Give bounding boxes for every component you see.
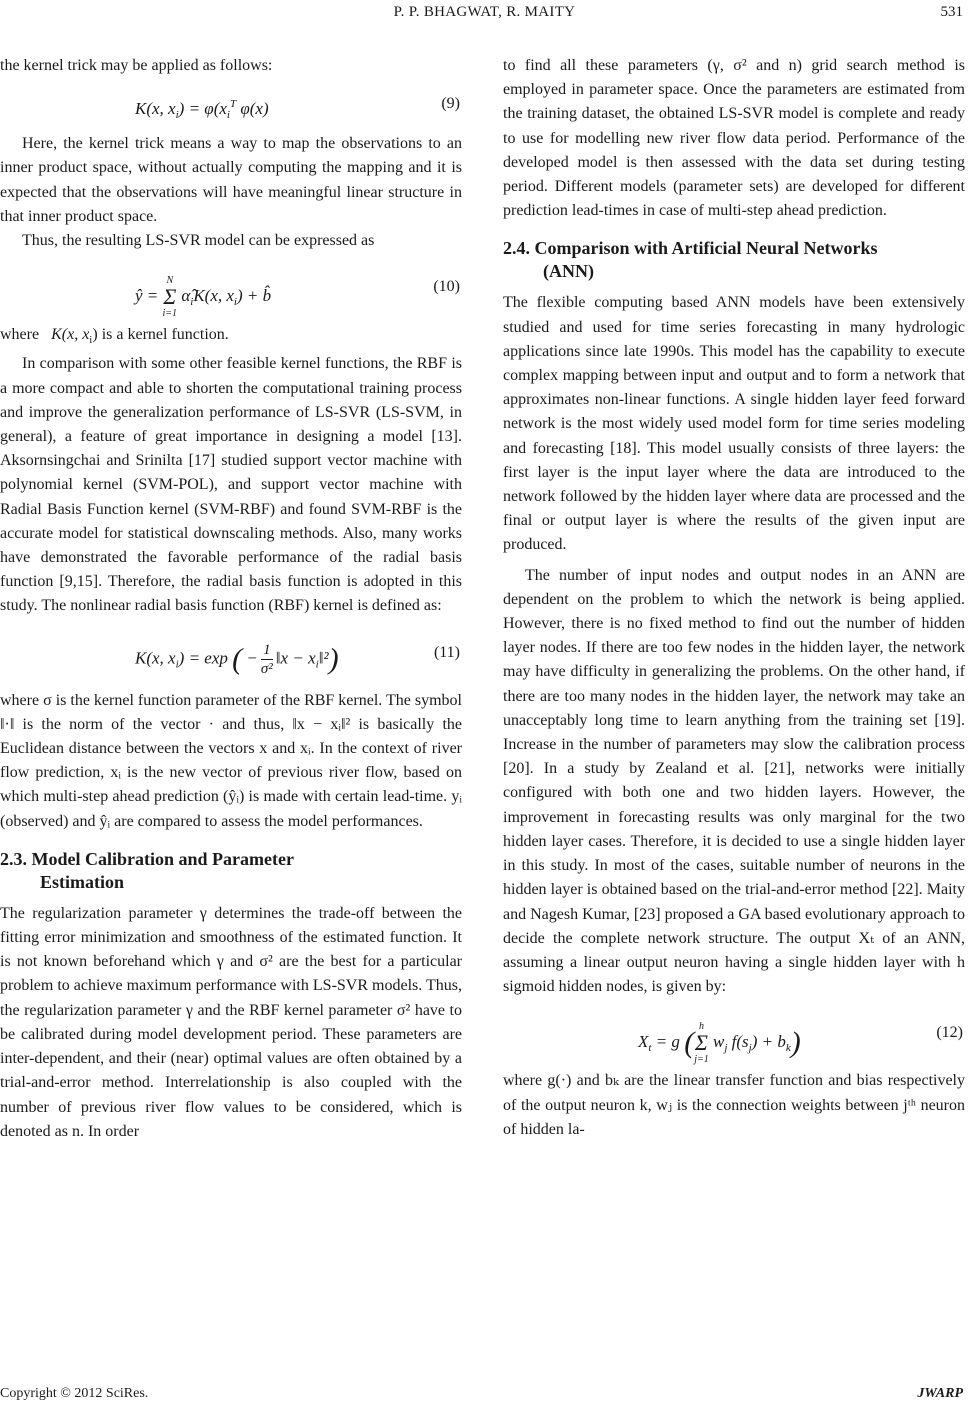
paragraph: Thus, the resulting LS-SVR model can be expressed as <box>22 232 375 250</box>
eq10-end: ) + b̂ <box>236 286 272 306</box>
eq10-kernel: K(x, x <box>193 286 234 306</box>
copyright-notice: Copyright © 2012 SciRes. <box>0 1386 149 1401</box>
paragraph: to find all these parameters (γ, σ² and n) grid search method is employed in parameter space. Once the parameters are estimated from the training dataset, the obtained LS-SVR model is complete and ready to use for modelling new river flow data period. Performance of the developed model is then assessed with the data set during testing period. Different models (parameter sets) are developed for different prediction lead-times in case of multi-step ahead prediction. <box>503 57 965 220</box>
eq9-rhs: ) = φ(x <box>178 99 227 119</box>
running-head-authors: P. P. BHAGWAT, R. MAITY <box>393 4 576 20</box>
equation-10: ŷ = N Σ i=1 $\alphâ_iK(x$, $x_i$) + b̂ (10) <box>135 275 460 320</box>
eq11-norm: ‖x − x <box>275 648 316 668</box>
equation-number: (12) <box>936 1024 963 1042</box>
equation-number: (11) <box>433 643 460 661</box>
paragraph: The flexible computing based ANN models have been extensively studied and used for time series forecasting in many hydrologic applications since late 1990s. This model has the capability to execute complex mapping between input and output and to form a network that approximates non-linear functions. A single hidden layer feed forward network is the most widely used model form for time series modeling and forecasting [18]. This model usually consists of three layers: the first layer is the input layer where the data are introduced to the network followed by the hidden layer where data are processed and the final or output layer is where the results of the given input are produced. <box>503 294 965 554</box>
left-column <box>0 54 462 1144</box>
page-header <box>0 4 969 26</box>
paragraph: where σ is the kernel function parameter of the RBF kernel. The symbol ‖·‖ is the norm of the vector · and thus, ‖x − xᵢ‖² is basically the Euclidean distance between the vectors x and xᵢ. In the context of river flow prediction, xᵢ is the new vector of previous river flow, based on which multi-step ahead prediction (ŷᵢ) is made with certain lead-time. yᵢ (observed) and ŷᵢ are compared to assess the model performances. <box>0 691 462 830</box>
section-heading-2-4: 2.4. Comparison with Artificial Neural Networks (ANN) <box>503 238 878 282</box>
journal-abbrev: JWARP <box>917 1386 963 1401</box>
equation-11: K(x, $x_i) = \exp$ ( − $\frac{1}{\text{σ²}}$ ‖x − $x_i‖^2$) (11) <box>135 641 460 677</box>
eq10-yhat: ŷ = <box>135 286 159 306</box>
section-heading-2-3: 2.3. Model Calibration and Parameter Estimation <box>0 848 294 892</box>
right-column <box>503 54 965 1142</box>
summation-symbol: h Σ j=1 <box>694 1021 709 1066</box>
eq9-transpose: T <box>229 98 237 111</box>
eq9-lhs: K(x, x <box>135 99 176 119</box>
eq10-alpha: α̂ <box>181 286 191 306</box>
eq11-end: ‖² <box>318 648 329 668</box>
paragraph: The number of input nodes and output nodes in an ANN are dependent on the problem to which the network is being applied. However, there is no fixed method to find out the number of hidden layer nodes. If there are too few nodes in the hidden layer, the network may have difficulty in generalizing the problems. On the other hand, if there are too many nodes in the hidden layer, the network may take an unacceptably long time to learn anything from the training set [19]. Increase in the number of parameters may slow the calibration process [20]. In a study by Zealand et al. [21], networks were initially configured with both one and two hidden layers. However, the improvement in forecasting results was only marginal for the two hidden layer cases. Therefore, it is decided to use a single hidden layer in this study. In most of the cases, suitable number of neurons in the hidden layer is obtained based on the trial-and-error method [22]. Maity and Nagesh Kumar, [23] proposed a GA based evolutionary approach to decide the complete network structure. The output Xₜ of an ANN, assuming a linear output neuron having a single hidden layer with h sigmoid hidden nodes, is given by: <box>503 566 965 996</box>
paragraph: where K(x, $x_i$) is a kernel function. <box>0 326 229 347</box>
equation-12: $X_t = g$ ( h Σ j=1 $w_j$ $f(s_j) + b_k$) (12) <box>638 1021 963 1066</box>
equation-9: K(x, $x_i) = \varphi(x_i^T$ φ(x) (9) <box>0 82 462 128</box>
paragraph: where g(·) and bₖ are the linear transfer function and bias respectively of the output neuron k, wⱼ is the connection weights between jᵗʰ neuron of hidden la- <box>503 1072 965 1138</box>
eq11-lhs: K(x, x <box>135 648 176 668</box>
eq9-end: φ(x) <box>240 99 269 119</box>
summation-symbol: N Σ i=1 <box>162 275 178 320</box>
equation-number: (9) <box>441 95 460 113</box>
paragraph: The regularization parameter γ determines the trade-off between the fitting error minimization and smoothness of the estimated function. It is not known beforehand which γ and σ² are the best for a particular problem to achieve maximum performance with LS-SVR models. Thus, the regularization parameter γ and the RBF kernel parameter σ² have to be calibrated during model development period. These parameters are inter-dependent, and their (near) optimal values are often obtained by a trial-and-error method. Interrelationship is also coupled with the number of previous river flow values to be considered, which is denoted as n. In order <box>0 904 462 1140</box>
eq11-fraction: $\frac{1}{\text{σ²}}$ <box>260 641 273 677</box>
eq11-mid: ) = exp <box>178 648 228 668</box>
page-number: 531 <box>940 4 963 20</box>
paragraph: the kernel trick may be applied as follows: <box>0 57 273 74</box>
equation-number: (10) <box>433 278 460 296</box>
paragraph: In comparison with some other feasible kernel functions, the RBF is a more compact and able to shorten the computational training process and improve the generalization performance of LS-SVR (LS-SVM, in general), a feature of great importance in designing a model [13]. Aksornsingchai and Srinilta [17] studied support vector machine with polynomial kernel (SVM-POL), and support vector machine with Radial Basis Function kernel (SVM-RBF) and found SVM-RBF is the accurate model for statistical downscaling methods. Also, many works have demonstrated the favorable performance of the radial basis function [9,15]. Therefore, the radial basis function is adopted in this study. The nonlinear radial basis function (RBF) kernel is defined as: <box>0 355 462 615</box>
paragraph: Here, the kernel trick means a way to map the observations to an inner product space, without actually computing the mapping and it is expected that the observations will have meaningful linear structure in that inner product space. <box>0 135 462 225</box>
